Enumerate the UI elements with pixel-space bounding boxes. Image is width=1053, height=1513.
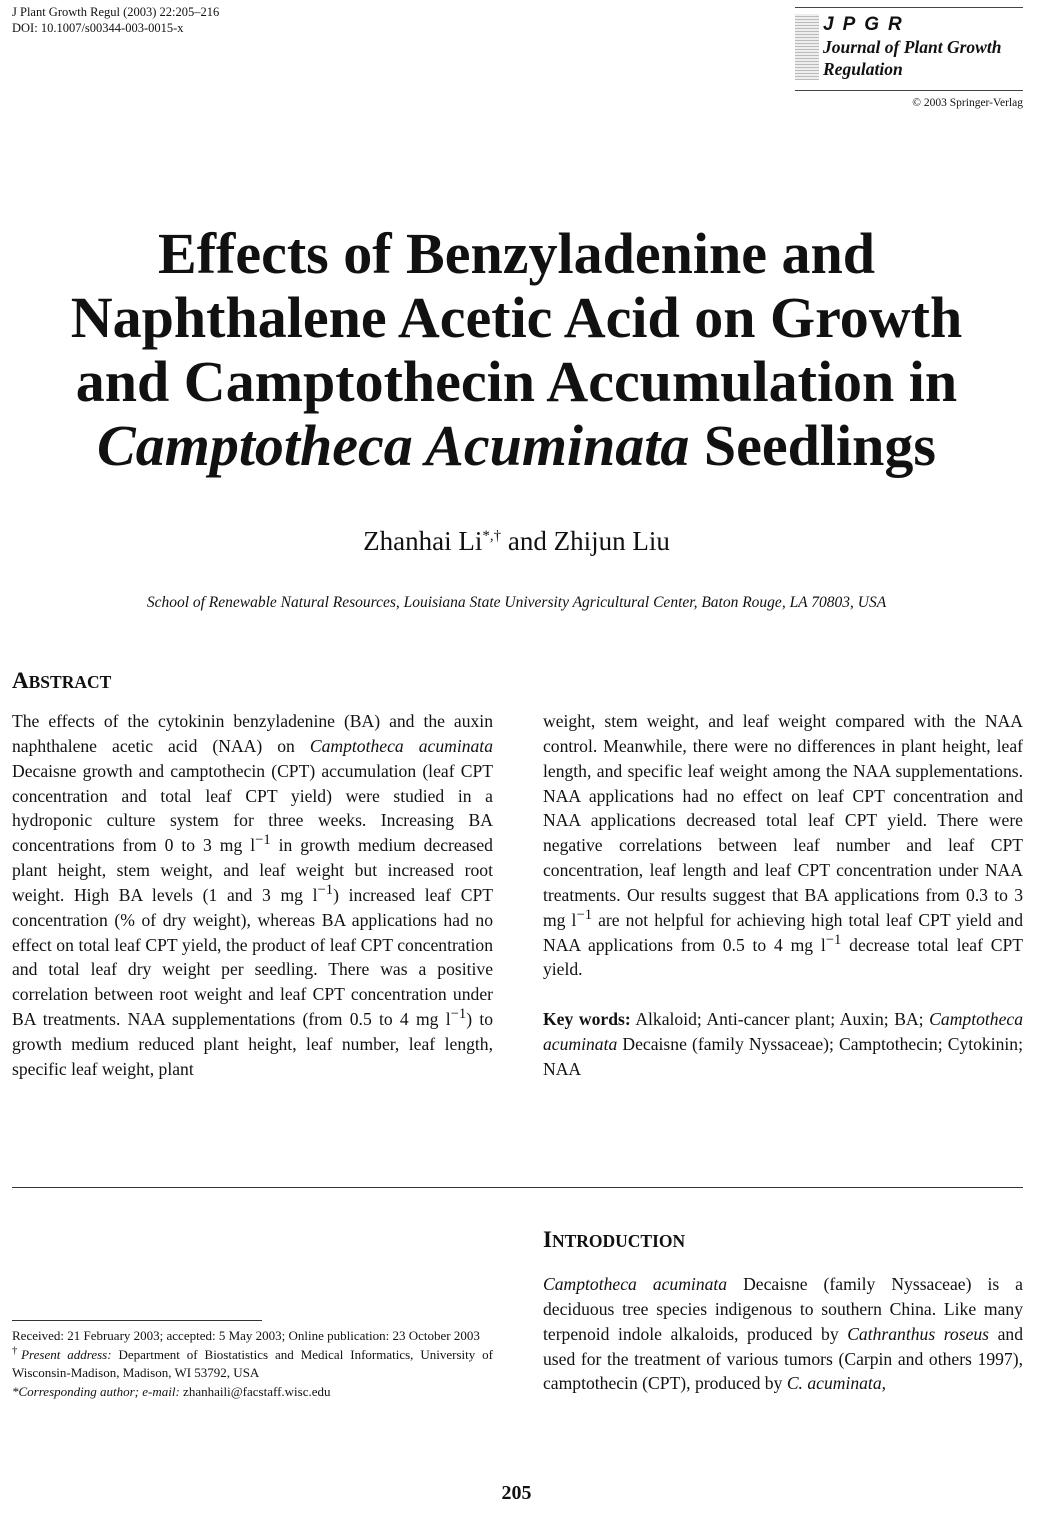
title-line-1: Effects of Benzyladenine and: [158, 221, 875, 286]
abstract-column-1: [12, 709, 493, 1082]
journal-acronym: JPGR: [823, 14, 911, 35]
footnotes: [12, 1327, 493, 1401]
title-line-4: [0, 414, 1033, 478]
journal-name-line1: Journal of Plant Growth: [823, 37, 1002, 57]
section-divider: [12, 1187, 1023, 1188]
journal-name-line2: Regulation: [823, 59, 903, 79]
author-and: and: [507, 526, 547, 556]
journal-logo: [795, 7, 1023, 109]
logo-stripe-graphic: [795, 14, 819, 80]
keywords-label: Key words:: [543, 1009, 631, 1030]
author-2: Zhijun Liu: [553, 526, 670, 556]
intro-heading-rest: NTRODUCTION: [551, 1231, 686, 1251]
title-line-2: Naphthalene Acetic Acid on Growth: [70, 285, 963, 350]
footnote-present-address: †Present address: Department of Biostatistics and Medical Informatics, University of Wisconsin-Madison, Madison, WI 53792, USA: [12, 1344, 493, 1380]
copyright: © 2003 Springer-Verlag: [912, 97, 1023, 109]
affiliation: School of Renewable Natural Resources, Louisiana State University Agricultural Center, Baton Rouge, LA 70803, USA: [146, 594, 887, 611]
doi-line: DOI: 10.1007/s00344-003-0015-x: [12, 21, 184, 35]
abstract-heading-rest: BSTRACT: [28, 672, 112, 692]
introduction-heading: [543, 1227, 685, 1253]
footnote-received: Received: 21 February 2003; accepted: 5 May 2003; Online publication: 23 October 2003: [12, 1328, 480, 1343]
keywords: Key words: Alkaloid; Anti-cancer plant; Auxin; BA; Camptotheca acuminata Decaisne (family Nyssaceae); Camptothecin; Cytokinin; NAA: [543, 1009, 1023, 1079]
page-number: 205: [501, 1482, 532, 1504]
paper-title: [0, 222, 1033, 478]
running-header: [12, 4, 219, 36]
authors: [0, 526, 1033, 557]
introduction-text: Camptotheca acuminata Decaisne (family Nyssaceae) is a deciduous tree species indigenous to southern China. Like many terpenoid indole alkaloids, produced by Cathranthus roseus and used for the treatment of various tumors (Carpin and others 1997), camptothecin (CPT), produced by C. acuminata,: [543, 1274, 1023, 1394]
title-line-4-rest: Seedlings: [703, 413, 936, 478]
abstract-heading: [12, 668, 111, 694]
author-1: Zhanhai Li: [363, 526, 483, 556]
abstract-heading-initial: A: [12, 668, 29, 693]
intro-heading-initial: I: [543, 1227, 552, 1252]
corresponding-email: zhanhaili@facstaff.wisc.edu: [179, 1383, 331, 1399]
footnote-corresponding: *Corresponding author; e-mail: zhanhaili@facstaff.wisc.edu: [12, 1383, 331, 1399]
title-line-3: and Camptothecin Accumulation in: [75, 349, 958, 414]
author-marks: *,†: [482, 528, 502, 544]
citation-line: J Plant Growth Regul (2003) 22:205–216: [12, 5, 220, 19]
abstract-text-2: weight, stem weight, and leaf weight compared with the NAA control. Meanwhile, there were no differences in plant height, leaf length, and specific leaf weight among the NAA supplementations. NAA applications had no effect on leaf CPT concentration and NAA applications decreased total leaf CPT yield. There were negative correlations between leaf number and leaf CPT concentration, leaf length and leaf CPT concentration under NAA treatments. Our results suggest that BA applications from 0.3 to 3 mg $l^{-1}$ are not helpful for achieving high total leaf CPT yield and NAA applications from 0.5 to 4 mg $l^{-1}$ decrease total leaf CPT yield.: [543, 711, 1024, 980]
footnote-rule: [12, 1320, 262, 1321]
abstract-text-1: The effects of the cytokinin benzyladenine (BA) and the auxin naphthalene acetic acid (NAA) on Camptotheca acuminata Decaisne growth and camptothecin (CPT) accumulation (leaf CPT concentration and total leaf CPT yield) were studied in a hydroponic culture system for three weeks. Increasing BA concentrations from 0 to 3 mg $l^{-1}$ in growth medium decreased plant height, stem weight, and leaf weight but increased root weight. High BA levels (1 and 3 mg $l^{-1}$) increased leaf CPT concentration (% of dry weight), whereas BA applications had no effect on total leaf CPT yield, the product of leaf CPT concentration and total leaf dry weight per seedling. There was a positive correlation between root weight and leaf CPT concentration under BA treatments. NAA supplementations (from 0.5 to 4 mg $l^{-1}$) to growth medium reduced plant height, leaf number, leaf length, specific leaf weight, plant: [12, 711, 494, 1079]
title-species: Camptotheca Acuminata: [97, 413, 690, 478]
abstract-column-2: [543, 709, 1023, 1082]
